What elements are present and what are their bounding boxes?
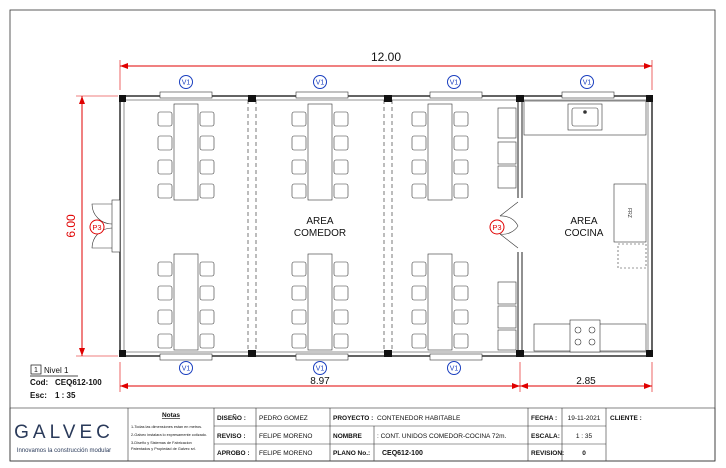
design-value: PEDRO GOMEZ bbox=[259, 415, 308, 422]
window-tag-label: V1 bbox=[582, 79, 592, 87]
chair bbox=[334, 310, 348, 324]
chair bbox=[334, 184, 348, 198]
name-label: NOMBRE bbox=[333, 433, 362, 440]
chair bbox=[292, 112, 306, 126]
chair bbox=[334, 112, 348, 126]
window-tag-label: V1 bbox=[181, 365, 191, 373]
dining-table bbox=[308, 104, 332, 200]
brand-name: GALVEC bbox=[14, 422, 114, 443]
chair bbox=[334, 160, 348, 174]
fridge-label: FRZ bbox=[626, 208, 632, 218]
window-tag bbox=[314, 76, 327, 89]
window-tag bbox=[448, 76, 461, 89]
approve-label: APROBO : bbox=[217, 450, 250, 457]
chair bbox=[412, 334, 426, 348]
dining-table bbox=[174, 104, 198, 200]
chair bbox=[412, 112, 426, 126]
chair bbox=[158, 262, 172, 276]
level-block bbox=[30, 365, 102, 400]
chair bbox=[454, 160, 468, 174]
note-4: Patentados y Propiedad de Galvec srl. bbox=[131, 447, 196, 451]
window-tag-label: V1 bbox=[315, 365, 325, 373]
stove bbox=[570, 320, 600, 352]
chair bbox=[292, 286, 306, 300]
chair bbox=[454, 334, 468, 348]
date-value: 19-11-2021 bbox=[567, 415, 601, 422]
svg-text:P3: P3 bbox=[92, 223, 102, 232]
chair bbox=[454, 262, 468, 276]
window-tag bbox=[180, 362, 193, 375]
chair bbox=[292, 160, 306, 174]
chair bbox=[292, 334, 306, 348]
chair bbox=[158, 334, 172, 348]
chair bbox=[454, 184, 468, 198]
svg-text:P3: P3 bbox=[492, 223, 502, 232]
chair bbox=[454, 286, 468, 300]
chair bbox=[334, 136, 348, 150]
level-scale: 1 : 35 bbox=[55, 391, 76, 400]
window-tag bbox=[448, 362, 461, 375]
window-tag-label: V1 bbox=[449, 79, 459, 87]
note-2: 2-Galvec instalara lo expresamente cotizado. bbox=[131, 433, 207, 437]
fridge bbox=[614, 184, 646, 268]
dimension-bottom-left-label: 8.97 bbox=[310, 376, 330, 387]
chair bbox=[454, 112, 468, 126]
scale-label: ESCALA: bbox=[531, 433, 560, 440]
window-tag bbox=[581, 76, 594, 89]
kitchen-counter-bottom bbox=[534, 320, 646, 352]
chair bbox=[200, 160, 214, 174]
chair bbox=[200, 334, 214, 348]
notes-title: Notas bbox=[161, 412, 181, 419]
scale-value: 1 : 35 bbox=[575, 433, 593, 440]
revision-label: REVISION: bbox=[531, 450, 565, 457]
chair bbox=[200, 286, 214, 300]
chair bbox=[200, 310, 214, 324]
window-tag-label: V1 bbox=[449, 365, 459, 373]
dimension-top bbox=[120, 50, 652, 90]
chair bbox=[454, 310, 468, 324]
chair bbox=[412, 160, 426, 174]
dining-table bbox=[428, 104, 452, 200]
chair bbox=[412, 286, 426, 300]
dimension-left-label: 6.00 bbox=[64, 214, 78, 238]
dining-table bbox=[174, 254, 198, 350]
chair bbox=[158, 136, 172, 150]
chair bbox=[412, 136, 426, 150]
chair bbox=[412, 310, 426, 324]
chair bbox=[292, 184, 306, 198]
galvec-logo bbox=[14, 422, 114, 454]
dimension-top-label: 12.00 bbox=[370, 50, 402, 64]
chair bbox=[200, 112, 214, 126]
review-label: REVISO : bbox=[217, 433, 246, 440]
revision-value: 0 bbox=[582, 450, 586, 457]
dining-set bbox=[158, 104, 214, 200]
window-tag-label: V1 bbox=[181, 79, 191, 87]
window-tag-label: V1 bbox=[315, 79, 325, 87]
note-1: 1-Todas las dimensiones estan en metros. bbox=[131, 425, 203, 429]
plan-label: PLANO No.: bbox=[333, 450, 371, 457]
level-number: 1 bbox=[34, 367, 38, 374]
chair bbox=[454, 136, 468, 150]
project-label: PROYECTO : bbox=[333, 415, 374, 422]
chair bbox=[158, 310, 172, 324]
chair bbox=[334, 262, 348, 276]
level-scale-label: Esc: bbox=[30, 391, 47, 400]
room-label-kitchen-1: AREA bbox=[570, 216, 598, 227]
dining-furniture bbox=[158, 104, 468, 350]
name-value: : CONT. UNIDOS COMEDOR-COCINA 72m. bbox=[377, 433, 507, 440]
design-label: DISEÑO : bbox=[217, 415, 246, 422]
dimension-bottom bbox=[120, 362, 652, 392]
project-value: CONTENEDOR HABITABLE bbox=[377, 415, 461, 422]
chair bbox=[200, 184, 214, 198]
dining-set bbox=[292, 254, 348, 350]
dimension-bottom-right-label: 2.85 bbox=[576, 376, 596, 387]
note-3: 3-Diseño y Sistemas de Fabricacion bbox=[131, 441, 192, 445]
door-tag-exterior bbox=[90, 220, 104, 234]
dining-set bbox=[158, 254, 214, 350]
brand-slogan: Innovamos la construcción modular bbox=[16, 448, 112, 454]
chair bbox=[200, 136, 214, 150]
date-label: FECHA : bbox=[531, 415, 558, 422]
review-value: FELIPE MORENO bbox=[259, 433, 313, 440]
level-code-label: Cod: bbox=[30, 378, 49, 387]
plan-value: CEQ612-100 bbox=[382, 450, 423, 457]
room-label-dining-2: COMEDOR bbox=[293, 228, 347, 239]
chair bbox=[334, 334, 348, 348]
chair bbox=[158, 112, 172, 126]
level-name: Nivel 1 bbox=[44, 366, 69, 375]
dining-set bbox=[292, 104, 348, 200]
door-tag-interior bbox=[490, 220, 504, 234]
chair bbox=[200, 262, 214, 276]
room-label-kitchen-2: COCINA bbox=[564, 228, 604, 239]
chair bbox=[158, 184, 172, 198]
room-label-dining-1: AREA bbox=[306, 216, 334, 227]
window-tag bbox=[314, 362, 327, 375]
chair bbox=[292, 136, 306, 150]
approve-value: FELIPE MORENO bbox=[259, 450, 313, 457]
chair bbox=[292, 310, 306, 324]
chair bbox=[292, 262, 306, 276]
chair bbox=[412, 262, 426, 276]
dining-table bbox=[428, 254, 452, 350]
dining-set bbox=[412, 254, 468, 350]
level-code: CEQ612-100 bbox=[55, 378, 102, 387]
chair bbox=[158, 160, 172, 174]
dining-set bbox=[412, 104, 468, 200]
chair bbox=[158, 286, 172, 300]
chair bbox=[334, 286, 348, 300]
chair bbox=[412, 184, 426, 198]
dining-table bbox=[308, 254, 332, 350]
client-label: CLIENTE : bbox=[610, 415, 642, 422]
kitchen-counter-top bbox=[524, 101, 646, 135]
window-tag bbox=[180, 76, 193, 89]
